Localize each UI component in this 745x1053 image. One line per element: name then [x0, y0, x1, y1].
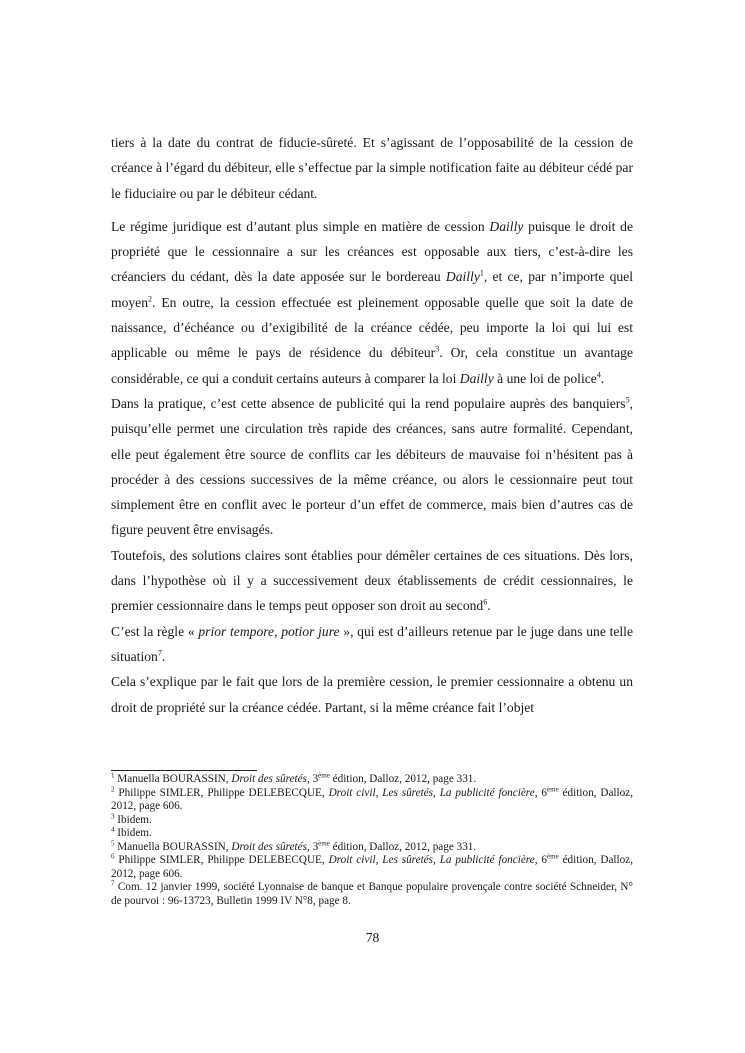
book-title: Droit civil, Les sûretés, La publicité foncière, [328, 854, 538, 866]
footnote-number: 2 [111, 784, 115, 793]
text: édition, Dalloz, 2012, page 606. [111, 786, 633, 812]
text: Com. 12 janvier 1999, société Lyonnaise de banque et Banque populaire provençale contre société Schneider, N° de pourvoi : 96-13723, Bulletin 1999 IV N°8, page 8. [111, 881, 633, 907]
ordinal: ème [318, 771, 330, 780]
book-title: Droit des sûretés, [231, 773, 310, 785]
text: Ibidem. [114, 813, 152, 826]
text: Philippe SIMLER, Philippe DELEBECQUE, [114, 854, 329, 866]
page-number: 78 [365, 930, 380, 945]
text: Dans la pratique, c’est cette absence de publicité qui la rend populaire auprès des banquiers [111, 395, 626, 411]
footnote-ref-1[interactable]: 1 [479, 268, 484, 278]
dailly-italic: Dailly [445, 269, 480, 285]
text: à une loi de police [493, 370, 597, 386]
paragraph-1: tiers à la date du contrat de fiducie-sûreté. Et s’agissant de l’opposabilité de la cession de créance à l’égard du débiteur, elle s’effectue par la simple notification faite au débiteur cédé par le fiduciaire ou par le débiteur cédant. [111, 135, 633, 201]
paragraph-6: Cela s’explique par le fait que lors de la première cession, le premier cessionnaire a obtenu un droit de propriété sur la créance cédée. Partant, si la même créance fait l’objet [111, 674, 633, 715]
text: 6 [537, 854, 548, 866]
footnote-ref-5[interactable]: 5 [625, 395, 630, 405]
footnote-ref-6[interactable]: 6 [483, 597, 488, 607]
footnote-2 [111, 784, 633, 814]
book-title: Droit civil, Les sûretés, La publicité foncière, [328, 786, 538, 799]
text: édition, Dalloz, 2012, page 331. [329, 840, 477, 853]
book-title: Droit des sûretés, [231, 840, 310, 853]
text: 3 [309, 773, 319, 785]
text: édition, Dalloz, 2012, page 606. [111, 854, 633, 880]
text: Ibidem. [114, 827, 152, 839]
footnote-number: 5 [111, 838, 115, 847]
footnote-ref-3[interactable]: 3 [435, 344, 440, 354]
footnote-ref-2[interactable]: 2 [148, 294, 152, 304]
ordinal: ème [547, 852, 559, 861]
text: C’est la règle « [111, 623, 199, 639]
text: Toutefois, des solutions claires sont établies pour démêler certaines de ces situations. Dès lors, dans l’hypothèse où il y a successivement deux établissements de crédit cessionnaires, le premier cessionnaire dans le temps peut opposer son droit au second [111, 547, 633, 614]
text: Manuella BOURASSIN, [114, 840, 232, 853]
body-text [111, 130, 633, 720]
paragraph-4 [111, 543, 633, 619]
footnote-separator [111, 770, 257, 771]
text: . [600, 370, 605, 386]
latin-maxim: prior tempore, potior jure [198, 623, 340, 639]
paragraph-3 [111, 391, 633, 543]
footnote-ref-4[interactable]: 4 [596, 370, 601, 380]
footnote-3 [111, 811, 633, 828]
text: », qui est d’ailleurs retenue par le juge dans une telle situation [111, 623, 633, 664]
text: édition, Dalloz, 2012, page 331. [329, 773, 477, 785]
footnote-ref-7[interactable]: 7 [157, 648, 162, 658]
ordinal: ème [318, 838, 330, 847]
dailly-italic: Dailly [489, 218, 524, 234]
footnote-number: 3 [111, 811, 115, 820]
dailly-italic: Dailly [459, 370, 494, 386]
paragraph-5 [111, 619, 633, 670]
text: Manuella BOURASSIN, [114, 773, 232, 785]
footnote-4 [111, 827, 633, 841]
text: 6 [537, 786, 548, 799]
text: . En outre, la cession effectuée est pleinement opposable quelle que soit la date de naissance, d’échéance ou d’exigibilité de la créance cédée, peu importe la loi qui lui est applicable ou même le pays de résidence du débiteur [111, 294, 633, 361]
text: . [487, 598, 491, 614]
text: . [161, 648, 166, 664]
footnotes [111, 773, 633, 908]
text: , puisqu’elle permet une circulation très rapide des créances, sans autre formalité. Cependant, elle peut également être source de conflits car les débiteurs de mauvaise foi n’hésitent pas à procéder à des cessions successives de la même créance, ou alors le cessionnaire peut tout simplement être en conflit avec le porteur d’un effet de commerce, mais bien d’autres cas de figure peuvent être envisagés. [111, 395, 633, 538]
footnote-7 [111, 881, 633, 908]
ordinal: ème [547, 784, 559, 793]
text: Philippe SIMLER, Philippe DELEBECQUE, [114, 786, 329, 799]
footnote-number: 6 [111, 852, 115, 861]
text: puisque le droit de propriété que le cessionnaire a sur les créances est opposable aux tiers, c’est-à-dire les créanciers du cédant, dès la date apposée sur le bordereau [111, 218, 633, 285]
footnote-number: 1 [111, 771, 115, 780]
footnote-number: 7 [111, 879, 115, 888]
text: , et ce, par n’importe quel moyen [111, 269, 633, 310]
text: . Or, cela constitue un avantage considérable, ce qui a conduit certains auteurs à comparer la loi [111, 345, 633, 386]
paragraph-2 [111, 214, 633, 391]
footnote-6 [111, 854, 633, 881]
footnote-number: 4 [111, 825, 115, 834]
text: 3 [309, 840, 319, 853]
text: Le régime juridique est d’autant plus simple en matière de cession [111, 218, 490, 234]
